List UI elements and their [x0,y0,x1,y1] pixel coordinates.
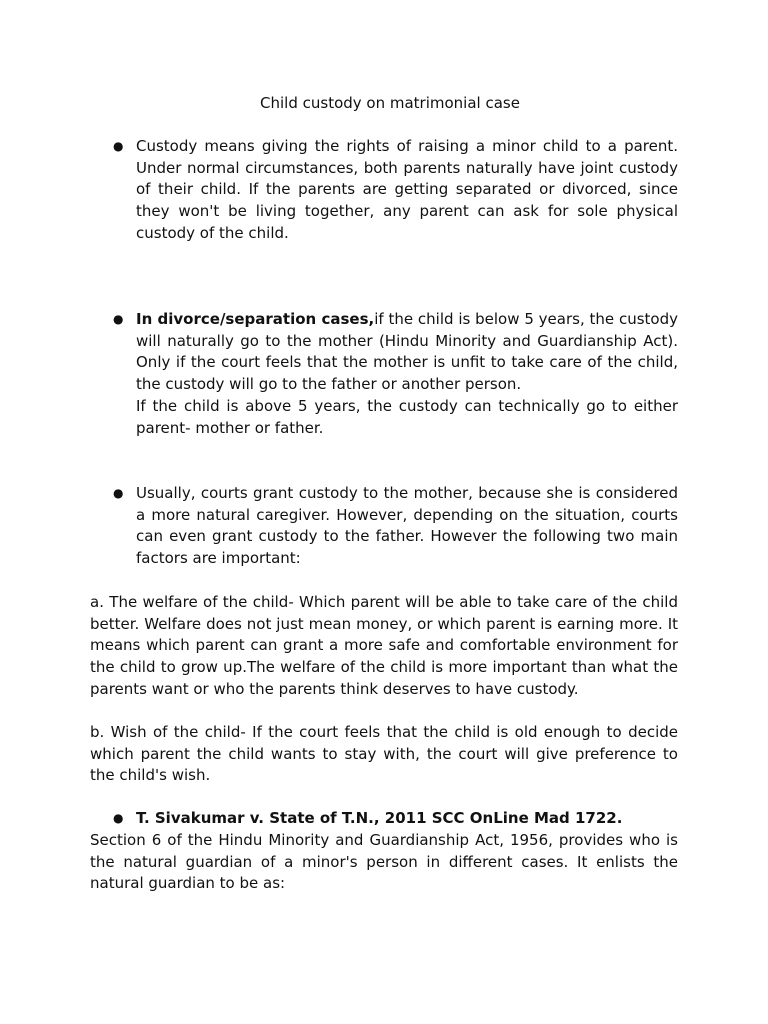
case-citation-text: T. Sivakumar v. State of T.N., 2011 SCC OnLine Mad 1722. [136,809,623,827]
bullet-item-case-citation [113,808,678,830]
document-title: Child custody on matrimonial case [260,94,520,112]
bullet-bold-lead: In divorce/separation cases, [136,310,375,328]
bullet-continuation: If the child is above 5 years, the custody can technically go to either parent- mother or father. [136,396,678,437]
bullet-dot-icon: ● [113,811,124,825]
paragraph-welfare: a. The welfare of the child- Which parent will be able to take care of the child better. Welfare does not just mean money, or which parent is earning more. It means which parent can grant a more safe and comfortable environment for the child to grow up.The welfare of the child is more important than what the parents want or who the parents think deserves to have custody. [90,593,678,698]
bullet-text: Usually, courts grant custody to the mother, because she is considered a more natural caregiver. However, depending on the situation, courts can even grant custody to the father. However the following two main factors are important: [136,484,678,568]
bullet-body: if the child is below 5 years, the custody will naturally go to the mother (Hindu Minority and Guardianship Act). Only if the court feels that the mother is unfit to take care of the child, the custody will go to the father or another person. [136,310,678,394]
bullet-item-divorce-cases [113,309,678,439]
bullet-dot-icon: ● [113,486,124,500]
paragraph-section-6: Section 6 of the Hindu Minority and Guardianship Act, 1956, provides who is the natural guardian of a minor's person in different cases. It enlists the natural guardian to be as: [90,831,678,893]
bullet-text [136,309,678,396]
bullet-item-courts-grant [113,483,678,570]
case-citation [136,808,678,830]
paragraph-wish: b. Wish of the child- If the court feels that the child is old enough to decide which parent the child wants to stay with, the court will give preference to the child's wish. [90,723,678,785]
bullet-dot-icon: ● [113,139,124,153]
bullet-dot-icon: ● [113,312,124,326]
bullet-item-custody-definition [113,136,678,245]
bullet-text: Custody means giving the rights of raising a minor child to a parent. Under normal circumstances, both parents naturally have joint custody of their child. If the parents are getting separated or divorced, since they won't be living together, any parent can ask for sole physical custody of the child. [136,137,678,242]
